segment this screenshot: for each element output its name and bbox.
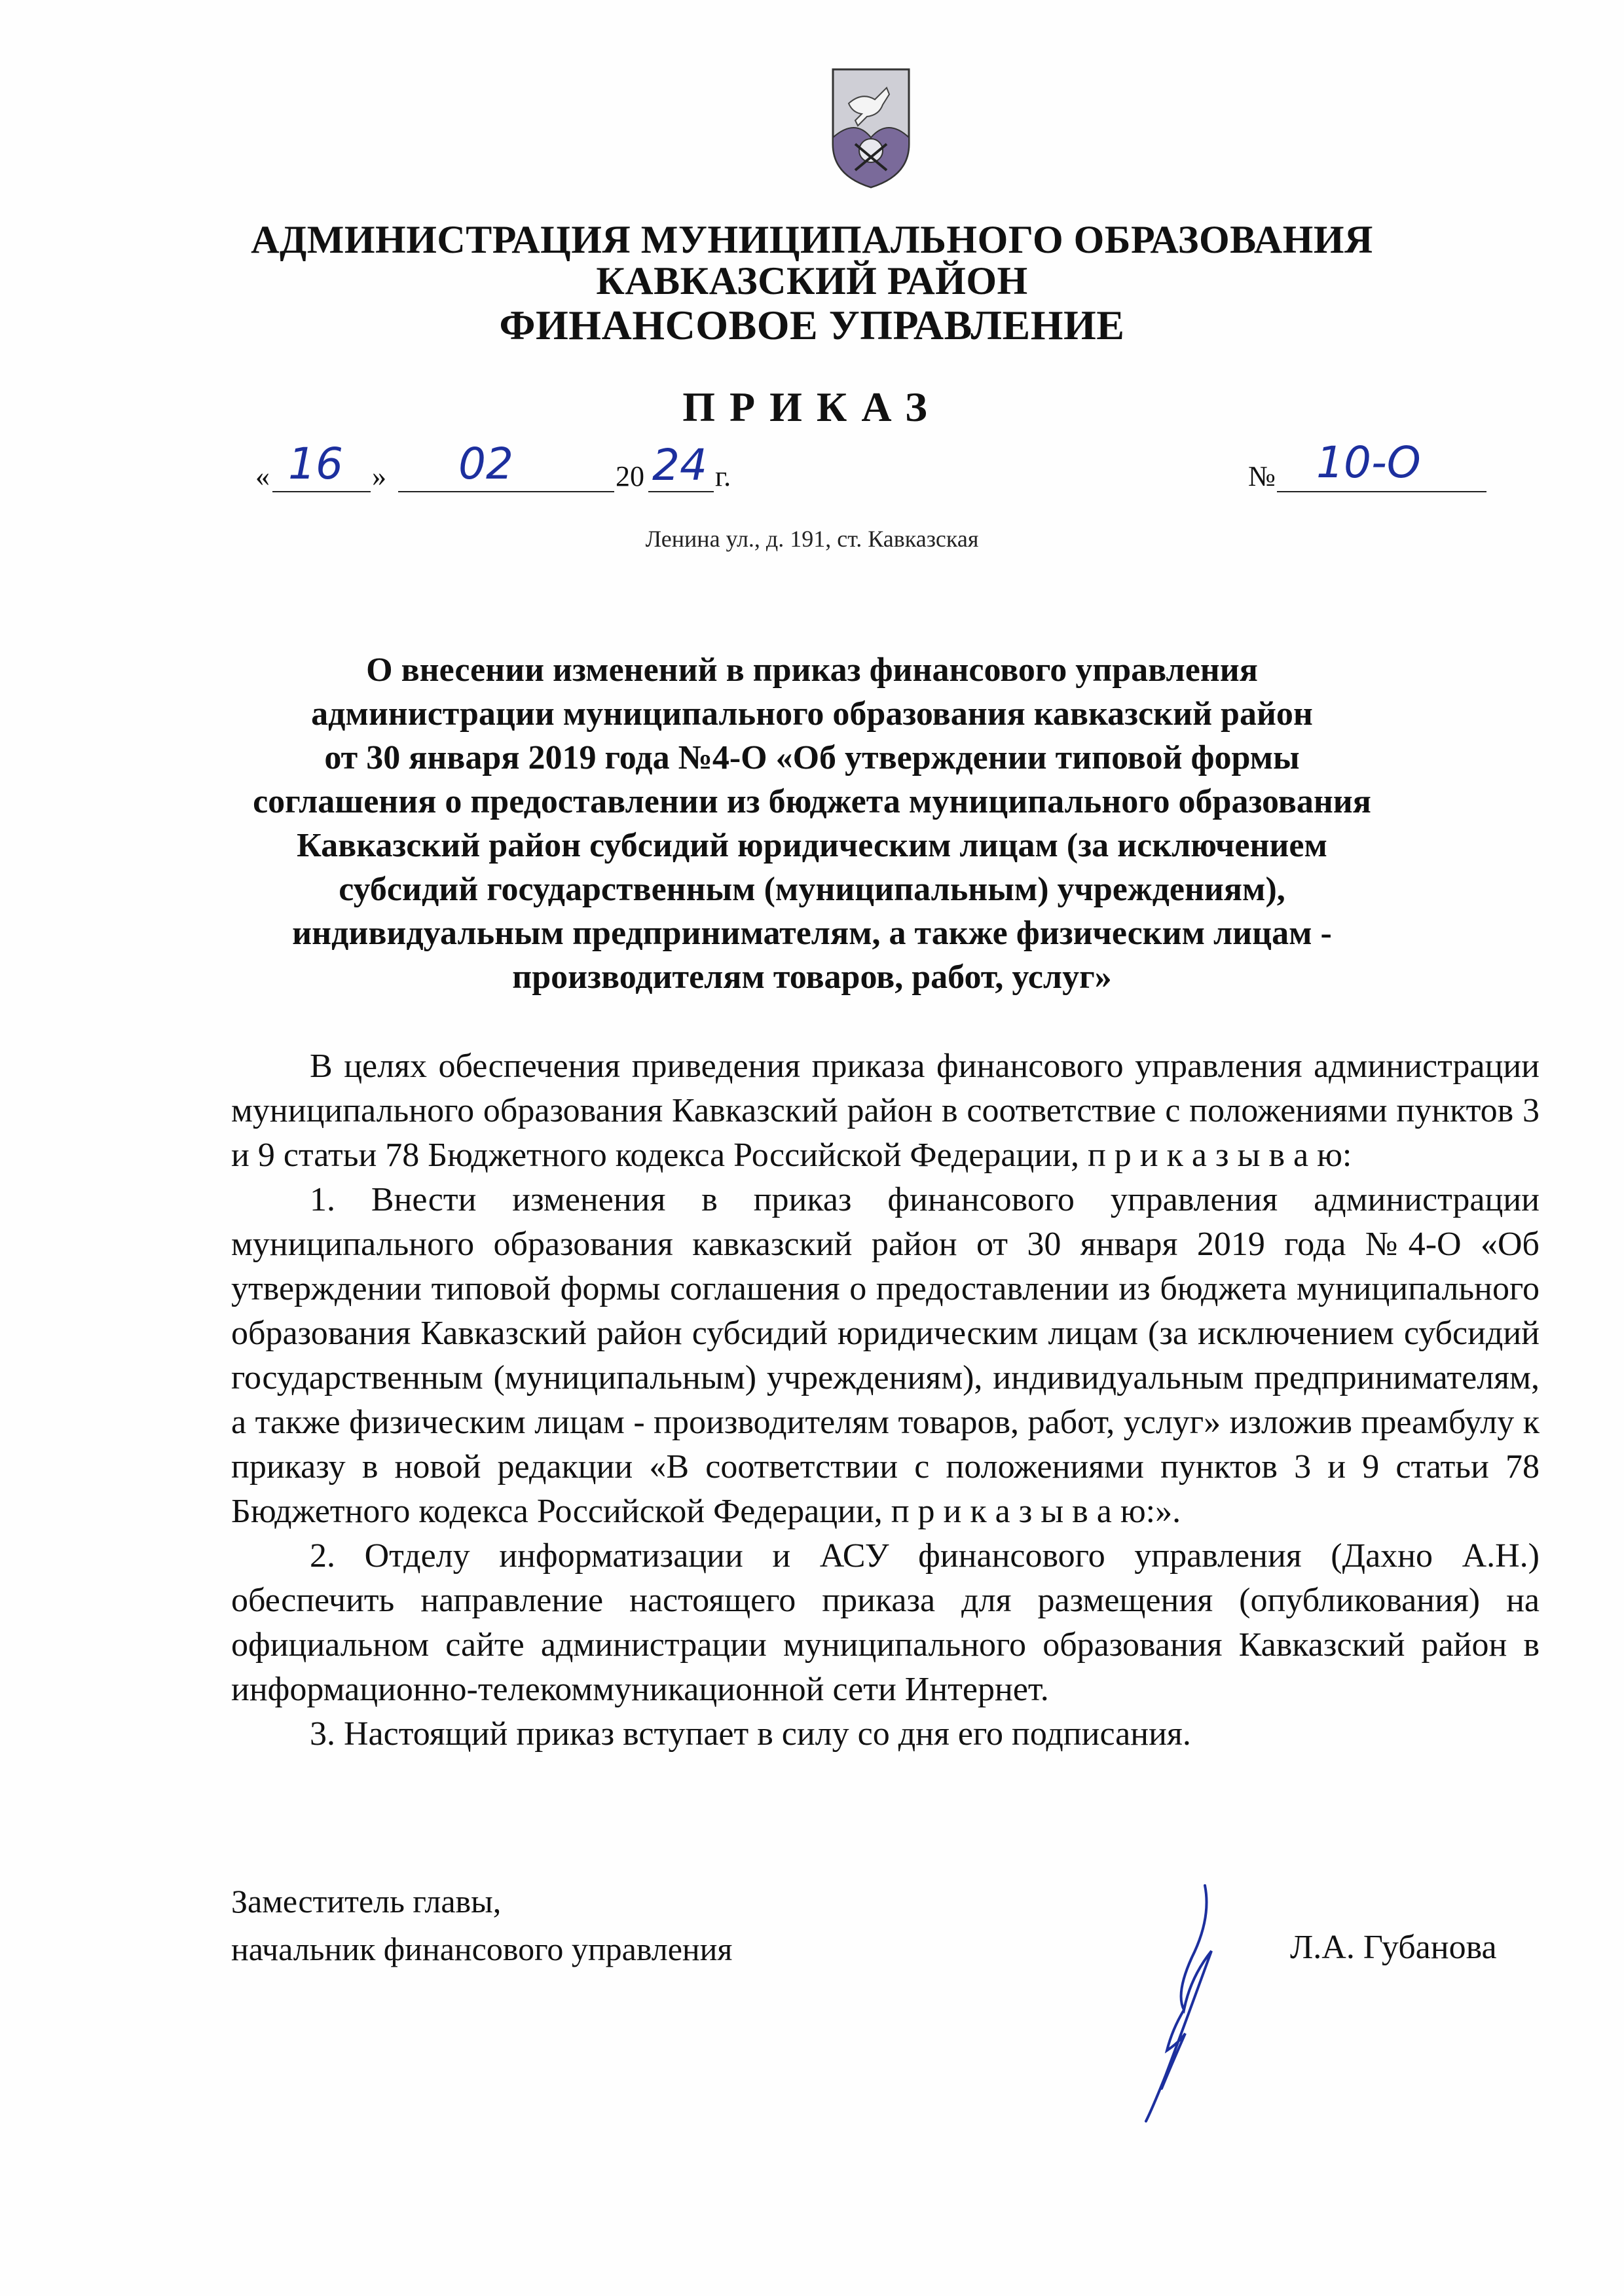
subject-line: администрации муниципального образования кавказский район <box>311 695 1313 733</box>
order-body <box>231 1044 1540 1757</box>
signatory-position <box>231 1878 732 1973</box>
order-item-3: 3. Настоящий приказ вступает в силу со дня его подписания. <box>310 1715 1191 1753</box>
organization-name-line2: КАВКАЗСКИЙ РАЙОН <box>596 259 1028 302</box>
date-close-quote: » <box>372 460 386 492</box>
year-handwritten: 24 <box>652 440 707 490</box>
signatory-name: Л.А. Губанова <box>1290 1929 1497 1966</box>
coat-of-arms-emblem <box>829 65 913 190</box>
department-name: ФИНАНСОВОЕ УПРАВЛЕНИЕ <box>499 302 1125 348</box>
address: Ленина ул., д. 191, ст. Кавказская <box>645 526 979 552</box>
subject-line: Кавказский район субсидий юридическим лицам (за исключением <box>297 827 1327 864</box>
subject-line: индивидуальным предпринимателям, а также физическим лицам - <box>292 915 1332 952</box>
number-label: № <box>1248 460 1276 492</box>
year-prefix: 20 <box>616 460 644 492</box>
order-item-2: 2. Отделу информатизации и АСУ финансового управления (Дахно А.Н.) обеспечить направление настоящего приказа для размещения (опубликования) на официальном сайте администрации муниципального образования Кавказский район в информационно-телекоммуникационной сети Интернет. <box>231 1537 1540 1708</box>
document-type-title: ПРИКАЗ <box>682 384 942 430</box>
subject-line: производителям товаров, работ, услуг» <box>512 958 1112 996</box>
subject-heading <box>196 648 1428 999</box>
month-handwritten: 02 <box>458 439 513 489</box>
organization-name-line1: АДМИНИСТРАЦИЯ МУНИЦИПАЛЬНОГО ОБРАЗОВАНИЯ <box>251 218 1373 261</box>
handwritten-signature <box>1107 1879 1264 2128</box>
subject-line: соглашения о предоставлении из бюджета муниципального образования <box>253 783 1371 820</box>
subject-line: от 30 января 2019 года №4-О «Об утверждении типовой формы <box>324 739 1300 776</box>
position-line: Заместитель главы, <box>231 1883 502 1920</box>
order-item-1: 1. Внести изменения в приказ финансового управления администрации муниципального образования кавказский район от 30 января 2019 года №4-О «Об утверждении типовой формы соглашения о предоставлении из бюджета муниципального образования Кавказский район субсидий юридическим лицам (за исключением субсидий государственным (муниципальным) учреждениям), индивидуальным предпринимателям, а также физическим лицам - производителям товаров, работ, услуг» изложив преамбулу к приказу в новой редакции «В соответствии с положениями пунктов 3 и 9 статьи 78 Бюджетного кодекса Российской Федерации, п р и к а з ы в а ю:». <box>231 1181 1540 1530</box>
number-underline <box>1277 491 1486 492</box>
day-handwritten: 16 <box>288 439 343 489</box>
date-open-quote: « <box>255 460 270 492</box>
subject-line: О внесении изменений в приказ финансового управления <box>366 651 1258 689</box>
day-underline <box>272 491 371 492</box>
year-mark: г. <box>715 460 731 492</box>
subject-line: субсидий государственным (муниципальным) учреждениям), <box>339 871 1285 908</box>
position-line: начальник финансового управления <box>231 1931 733 1967</box>
preamble-paragraph: В целях обеспечения приведения приказа финансового управления администрации муниципального образования Кавказский район в соответствие с положениями пунктов 3 и 9 статьи 78 Бюджетного кодекса Российской Федерации, п р и к а з ы в а ю: <box>231 1048 1540 1174</box>
year-underline <box>648 491 714 492</box>
month-underline <box>398 491 614 492</box>
number-handwritten: 10-О <box>1316 437 1421 488</box>
